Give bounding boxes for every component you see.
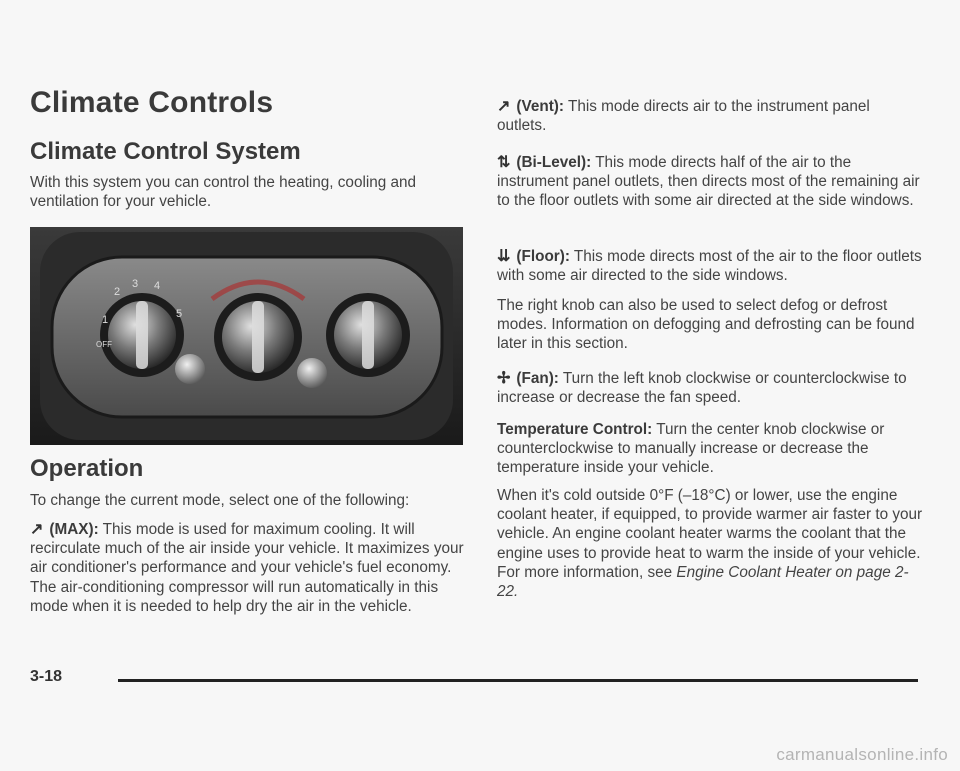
footer-rule: [118, 679, 918, 682]
knob-label: 1: [102, 314, 109, 326]
fan-paragraph: [497, 369, 927, 407]
bilevel-mode-paragraph: [497, 153, 922, 211]
climate-control-panel-photo: [30, 227, 463, 445]
ac-button: [297, 358, 327, 388]
vent-mode-text: This mode directs air to the instrument panel outlets.: [497, 98, 870, 135]
max-mode-text: This mode is used for maximum cooling. It will recirculate much of the air inside your vehicle. It maximizes your air conditioner's performance and your vehicle's fuel economy. The air-conditioning compressor will run automatically in this mode when it is needed to help dry the air in the vehicle.: [30, 521, 464, 615]
floor-mode-label: (Floor):: [516, 248, 570, 265]
operation-intro: To change the current mode, select one of the following:: [30, 492, 410, 509]
watermark: carmanualsonline.info: [776, 745, 948, 764]
fan-text: Turn the left knob clockwise or counterclockwise to increase or decrease the fan speed.: [497, 370, 907, 407]
cold-weather-paragraph: [497, 486, 925, 601]
vent-mode-icon: ↗: [497, 98, 511, 115]
bilevel-mode-icon: ⇅: [497, 154, 511, 171]
defog-paragraph: The right knob can also be used to select defog or defrost modes. Information on defogging and defrosting can be found later in this section.: [497, 297, 915, 353]
section-heading-operation: Operation: [30, 455, 144, 482]
bilevel-mode-label: (Bi-Level):: [516, 154, 592, 171]
engine-coolant-heater-reference: Engine Coolant Heater on page 2-22.: [497, 563, 909, 601]
fan-speed-knob: [100, 293, 184, 377]
temperature-control-text: Turn the center knob clockwise or counterclockwise to manually increase or decrease the temperature inside your vehicle.: [497, 421, 885, 477]
floor-mode-text: This mode directs most of the air to the floor outlets with some air directed to the side windows.: [497, 248, 922, 285]
knob-label: 2: [114, 286, 121, 298]
knob-label: 3: [132, 278, 139, 290]
page-number: 3-18: [30, 668, 63, 685]
vent-mode-icon: ↗: [30, 521, 44, 538]
vent-mode-paragraph: [497, 97, 922, 135]
section-heading-climate-control-system: Climate Control System: [30, 138, 301, 165]
floor-mode-paragraph: [497, 247, 922, 285]
max-mode-paragraph: [30, 520, 465, 616]
knob-label: 5: [176, 308, 183, 320]
vent-mode-label: (Vent):: [516, 98, 564, 115]
recirc-button: [175, 354, 205, 384]
floor-mode-icon: ⇊: [497, 248, 511, 265]
intro-paragraph: With this system you can control the heating, cooling and ventilation for your vehicle.: [30, 174, 417, 211]
temperature-control-label: Temperature Control:: [497, 421, 653, 438]
page-title: Climate Controls: [30, 86, 274, 119]
max-mode-label: (MAX):: [49, 521, 99, 538]
bilevel-mode-text: This mode directs half of the air to the instrument panel outlets, then directs most of the remaining air to the floor outlets with some air directed at the side windows.: [497, 154, 920, 210]
fan-label: (Fan):: [516, 370, 559, 387]
temperature-control-paragraph: [497, 420, 922, 478]
mode-knob: [326, 293, 410, 377]
fan-icon: ✢: [497, 370, 511, 387]
knob-label: OFF: [96, 340, 112, 349]
cold-weather-text: When it's cold outside 0°F (–18°C) or lower, use the engine coolant heater, if equipped, to provide warmer air faster to your vehicle. An engine coolant heater warms the coolant that the engine uses to provide heat to warm the inside of your vehicle. For more information, see: [497, 487, 923, 581]
knob-label: 4: [154, 280, 161, 292]
